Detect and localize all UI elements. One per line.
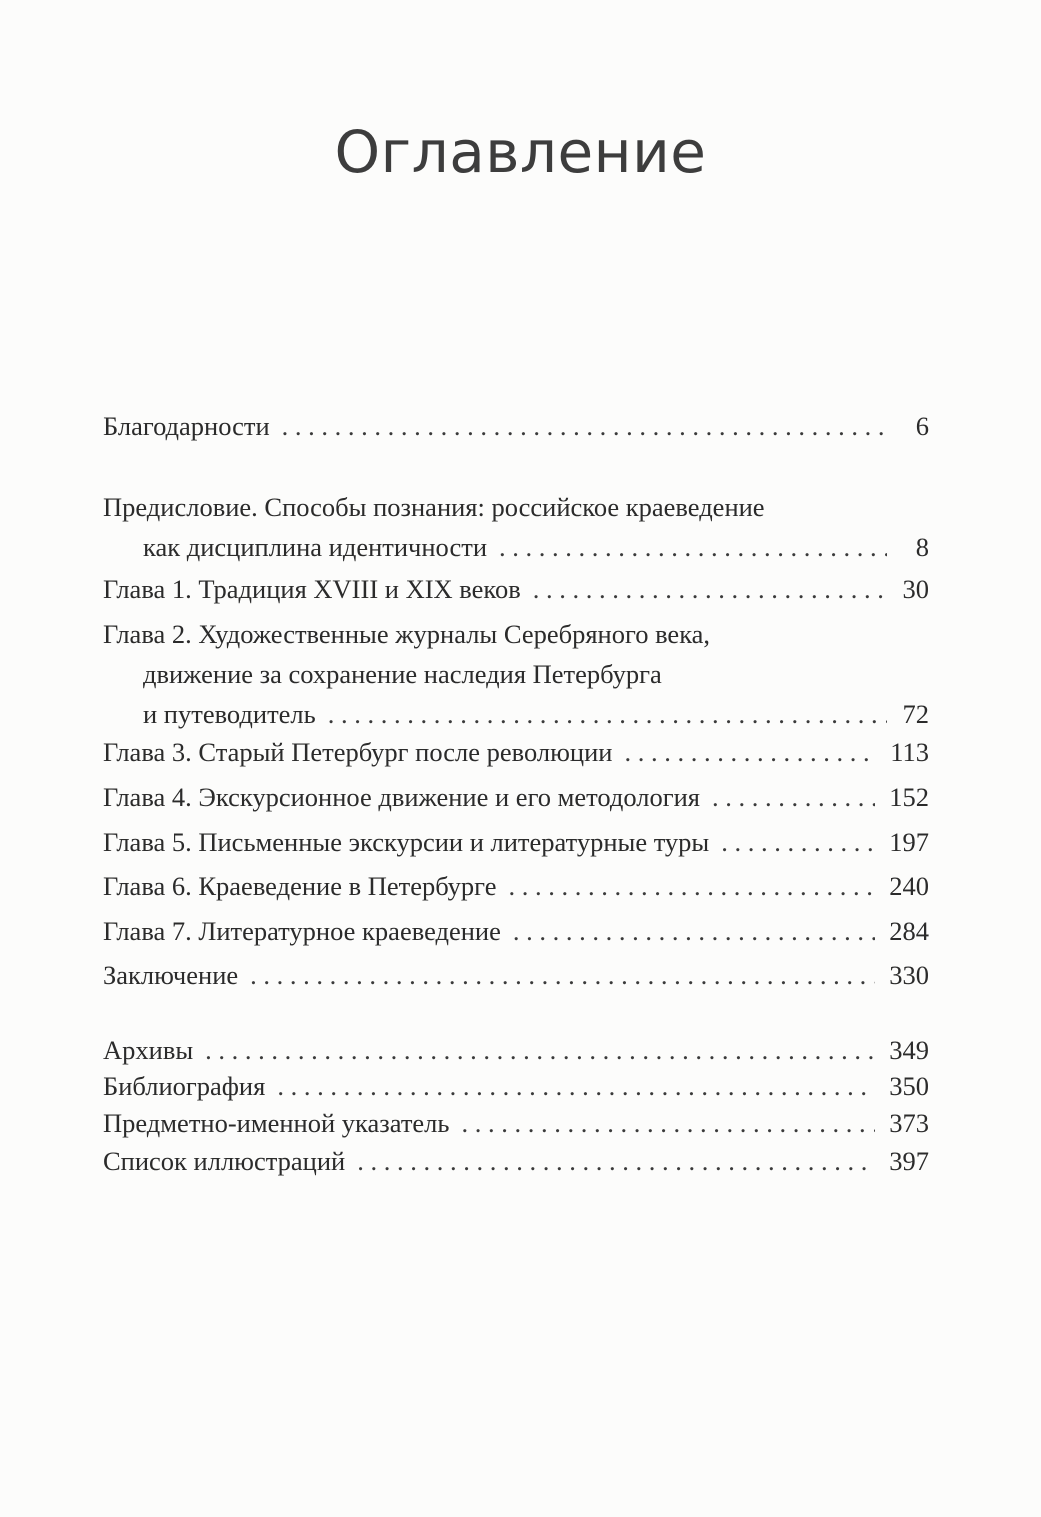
dot-leader bbox=[533, 569, 887, 609]
toc-entry-chapter-5[interactable] bbox=[103, 822, 929, 862]
toc-page-number: 330 bbox=[889, 960, 929, 990]
toc-entry-title: Глава 5. Письменные экскурсии и литературные туры bbox=[103, 827, 710, 857]
toc-page-number: 30 bbox=[902, 574, 929, 604]
toc-entry-title: Глава 6. Краеведение в Петербурге bbox=[103, 871, 497, 901]
dot-leader bbox=[250, 955, 875, 995]
dot-leader bbox=[277, 1066, 875, 1106]
toc-entry-chapter-3[interactable] bbox=[103, 732, 929, 772]
toc-entry-title: Список иллюстраций bbox=[103, 1146, 346, 1176]
toc-entry-chapter-2[interactable] bbox=[103, 614, 929, 734]
toc-entry-title: Глава 3. Старый Петербург после революции bbox=[103, 737, 613, 767]
toc-page-number: 72 bbox=[902, 699, 929, 729]
toc-page-number: 8 bbox=[915, 532, 929, 562]
toc-entry-title: Предметно-именной указатель bbox=[103, 1108, 450, 1138]
toc-entry-title: Предисловие. Способы познания: российское краеведение bbox=[103, 492, 765, 522]
dot-leader bbox=[721, 822, 875, 862]
dot-leader bbox=[205, 1030, 875, 1070]
dot-leader bbox=[712, 777, 875, 817]
toc-page-number: 349 bbox=[889, 1035, 929, 1065]
toc-entry-chapter-7[interactable] bbox=[103, 911, 929, 951]
toc-entry-title: Библиография bbox=[103, 1071, 266, 1101]
toc-entry-chapter-6[interactable] bbox=[103, 866, 929, 906]
dot-leader bbox=[499, 527, 887, 567]
toc-entry-illustrations[interactable] bbox=[103, 1141, 929, 1181]
dot-leader bbox=[513, 911, 875, 951]
toc-entry-bibliography[interactable] bbox=[103, 1066, 929, 1106]
toc-entry-chapter-1[interactable] bbox=[103, 569, 929, 609]
toc-entry-index[interactable] bbox=[103, 1103, 929, 1143]
toc-entry-acknowledgements[interactable] bbox=[103, 406, 929, 446]
toc-page-number: 397 bbox=[889, 1146, 929, 1176]
toc-entry-chapter-4[interactable] bbox=[103, 777, 929, 817]
toc-entry-title: Глава 2. Художественные журналы Серебряного века, bbox=[103, 619, 711, 649]
toc-page-number: 197 bbox=[889, 827, 929, 857]
toc-page-number: 113 bbox=[890, 737, 929, 767]
toc-entry-title: Благодарности bbox=[103, 411, 270, 441]
toc-page-number: 152 bbox=[889, 782, 929, 812]
dot-leader bbox=[624, 732, 876, 772]
dot-leader bbox=[461, 1103, 875, 1143]
dot-leader bbox=[508, 866, 875, 906]
toc-entry-title: Глава 1. Традиция XVIII и XIX веков bbox=[103, 574, 521, 604]
toc-page-number: 284 bbox=[889, 916, 929, 946]
toc-entry-title-continued: движение за сохранение наследия Петербурга bbox=[143, 659, 662, 689]
toc-page-number: 350 bbox=[889, 1071, 929, 1101]
dot-leader bbox=[282, 406, 887, 446]
toc-page-number: 240 bbox=[889, 871, 929, 901]
toc-entry-conclusion[interactable] bbox=[103, 955, 929, 995]
toc-entry-title: Глава 7. Литературное краеведение bbox=[103, 916, 501, 946]
toc-entry-preface[interactable] bbox=[103, 487, 929, 567]
toc-page-number: 6 bbox=[915, 411, 929, 441]
toc-entry-archives[interactable] bbox=[103, 1030, 929, 1070]
dot-leader bbox=[357, 1141, 875, 1181]
toc-entry-title-continued: как дисциплина идентичности bbox=[143, 532, 487, 562]
toc-entry-title: Глава 4. Экскурсионное движение и его методология bbox=[103, 782, 701, 812]
dot-leader bbox=[328, 694, 887, 734]
toc-entry-title: Архивы bbox=[103, 1035, 194, 1065]
toc-entry-title: Заключение bbox=[103, 960, 239, 990]
toc-page-number: 373 bbox=[889, 1108, 929, 1138]
toc-entry-title-continued: и путеводитель bbox=[143, 699, 316, 729]
page-title: Оглавление bbox=[334, 118, 707, 186]
